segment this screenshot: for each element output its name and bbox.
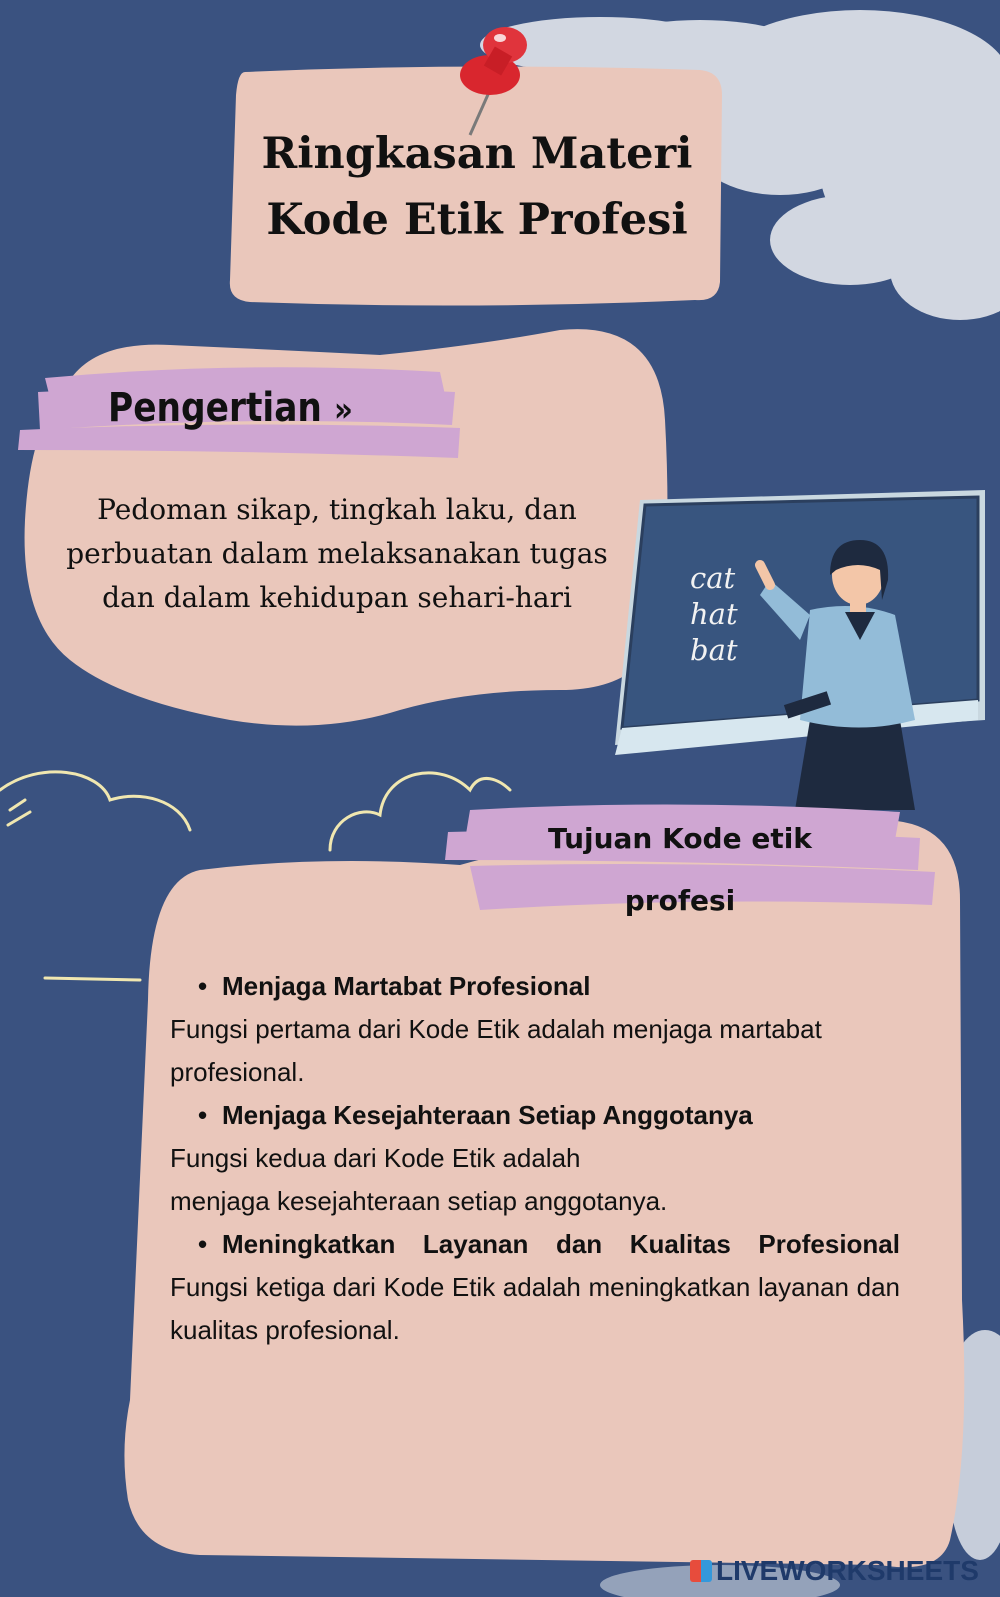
pengertian-definition: Pedoman sikap, tingkah laku, dan perbuatan dalam melaksanakan tugas dan dalam kehidupan sehari-hari: [66, 493, 608, 614]
liveworksheets-logo-icon: [690, 1560, 712, 1582]
blackboard-word: hat: [690, 597, 738, 631]
tujuan-heading-line2: profesi: [624, 884, 736, 917]
list-item-desc-line2: menjaga kesejahteraan setiap anggotanya.: [170, 1186, 668, 1216]
list-item: [170, 1094, 900, 1223]
blackboard-words: [690, 560, 770, 668]
list-item-desc: Fungsi ketiga dari Kode Etik adalah meningkatkan layanan dan kualitas profesional.: [170, 1272, 900, 1345]
tujuan-list: [170, 965, 900, 1352]
list-item: [170, 1223, 900, 1352]
pengertian-heading-text: Pengertian: [108, 385, 322, 431]
list-item: [170, 965, 900, 1094]
page-title-line1: Ringkasan Materi: [261, 129, 693, 179]
tujuan-heading: [500, 808, 860, 932]
title-card: [232, 72, 722, 302]
list-item-title: • Menjaga Martabat Profesional: [198, 965, 900, 1008]
blackboard-word: bat: [690, 633, 738, 667]
list-item-title: • Meningkatkan Layanan dan Kualitas Profesional: [198, 1223, 900, 1266]
tujuan-heading-line1: Tujuan Kode etik: [548, 822, 812, 855]
list-item-desc-line1: Fungsi kedua dari Kode Etik adalah: [170, 1143, 581, 1173]
liveworksheets-watermark[interactable]: [690, 1555, 979, 1587]
page-title-line2: Kode Etik Profesi: [266, 195, 688, 245]
double-chevron-right-icon: »: [333, 390, 353, 430]
blackboard-word: cat: [690, 561, 736, 595]
list-item-title: • Menjaga Kesejahteraan Setiap Anggotanya: [198, 1094, 900, 1137]
list-item-desc: Fungsi pertama dari Kode Etik adalah menjaga martabat profesional.: [170, 1014, 822, 1087]
pengertian-heading: [108, 385, 353, 431]
watermark-text: LIVEWORKSHEETS: [716, 1555, 979, 1586]
